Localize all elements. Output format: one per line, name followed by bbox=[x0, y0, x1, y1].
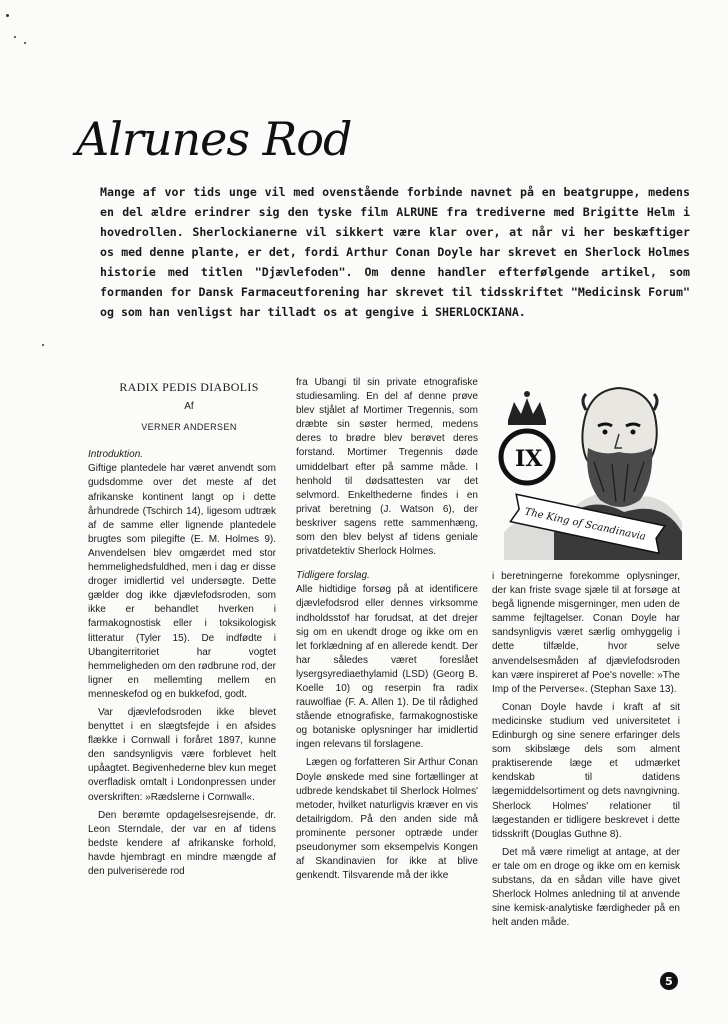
scan-speck bbox=[14, 36, 16, 38]
article-byline-af: Af bbox=[184, 401, 194, 413]
banner-text: The King of Scandinavia bbox=[523, 506, 647, 543]
section-heading-tidligere: Tidligere forslag. bbox=[296, 570, 370, 582]
paragraph: Var djævlefodsroden ikke blevet benyttet i en slægtsfejde i en afsides flække i Cornwall i foråret 1897, kunne den sandsynligvis være forblevet helt upåagtet. Begivenhederne blev kun meget overfladisk omtalt i Londonpressen under overskriften: »Rædslerne i Cornwall«. bbox=[88, 706, 276, 803]
monogram-text: IX bbox=[515, 446, 543, 472]
paragraph: Lægen og forfatteren Sir Arthur Conan Doyle ønskede med sine fortællinger at udbrede kendskabet til Sherlock Holmes' metoder, hvilket naturligvis kræver en vis detailrigdom. På den anden side må prominente personer optræde under pseudonymer som eksempelvis Kongen af Skandinavien for ikke at blive genkendt. Tilsvarende må der ikke bbox=[296, 757, 478, 882]
scan-speck bbox=[24, 42, 26, 44]
article-column-1 bbox=[88, 380, 276, 883]
article-author: VERNER ANDERSEN bbox=[141, 422, 237, 433]
scan-speck bbox=[6, 14, 9, 17]
king-face bbox=[582, 388, 657, 507]
intro-text bbox=[100, 182, 690, 322]
scan-speck bbox=[42, 344, 44, 346]
paragraph: Conan Doyle havde i kraft af sit medicinske studium ved universitetet i Edinburgh og sine senere erfaringer dels som skibslæge dels som alment praktiserende læge et udmærket kendskab til datidens lægemiddelsortiment og dets navngivning. Sherlock Holmes' relationer til lægestanden er tidligere beskrevet i dette tidsskrift (Douglas Guthne 8). bbox=[492, 701, 680, 840]
page-number-badge: 5 bbox=[660, 972, 678, 990]
crown-icon bbox=[508, 391, 546, 425]
article-column-3 bbox=[492, 570, 680, 934]
paragraph: Giftige plantedele har været anvendt som gudsdomme over det meste af det afrikanske kontinent langt op i dette århundrede (Tschirch 14), ligesom udtræk af de samme eller lignende plantedele brugtes som pilegifte (E. M. Holmes 9). Anvendelsen blev omgærdet med stor hemmelighedsfuldhed, men i dag er disse droger imidlertid vel undersøgte. Dette gælder dog ikke djævlefodsroden, som ikke er behandlet hverken i farmakognostisk eller i toksikologisk litteratur (Tyler 15). De indfødte i Ubangiterritoriet har vogtet hemmeligheden om den rødbrune rod, der ligner en mellemting mellem en menneskefod og en bukkefod, godt. bbox=[88, 463, 276, 700]
paragraph: Den berømte opdagelsesrejsende, dr. Leon Sterndale, der var en af tidens bedste kendere af afrikanske forhold, havde hjembragt en mindre mængde af den pulveriserede rod bbox=[88, 809, 276, 877]
king-portrait-illustration bbox=[494, 382, 684, 562]
paragraph: i beretningerne forekomme oplysninger, der kan friste svage sjæle til at forsøge at begå lignende misgerninger, men uden de samme fejltagelser. Conan Doyle har sandsynligvis været særlig omhyggelig i dette tilfælde, hvor selve anvendelsesmåden af djævlefodsroden kan være inspireret af Poe's novelle: »The Imp of the Perverse«. (Stephan Saxe 13). bbox=[492, 571, 680, 695]
section-heading-introduktion: Introduktion. bbox=[88, 449, 144, 461]
article-title: RADIX PEDIS DIABOLIS bbox=[119, 380, 259, 394]
king-portrait-svg bbox=[494, 382, 684, 562]
paragraph: fra Ubangi til sin private etnografiske studiesamling. En del af denne prøve blev stjålet af Mortimer Tregennis, som dræbte sin søster hermed, medens deres to brødre blev berøvet deres forstand. Mortimer Tregennis døde umiddelbart efter på samme måde. I henhold til dødsattesten var det selvmord. Enkelthederne findes i en privat beretning (J. Watson 6), der beskriver sagens rette sammenhæng, som den blev belyst af tidens geniale privatdetektiv Sherlock Holmes. bbox=[296, 377, 478, 558]
paragraph: Det må være rimeligt at antage, at der er tale om en droge og ikke om en kemisk substans, da en sådan ville have givet Sherlock Holmes anledning til at anvende sine kemisk-analytiske færdigheder på en helt anden måde. bbox=[492, 846, 680, 929]
article-column-2 bbox=[296, 376, 478, 887]
page-title: Alrunes Rod bbox=[76, 112, 352, 166]
intro-paragraph: Mange af vor tids unge vil med ovenstående forbinde navnet på en beatgruppe, medens en del ældre erindrer sig den tyske film ALRUNE fra trediverne med Brigitte Helm i hovedrollen. Sherlockianerne vil sikkert være klar over, at når vi her beskæftiger os med denne plante, er det, fordi Arthur Conan Doyle har skrevet en Sherlock Holmes historie med titlen "Djævlefoden". Om denne handler efterfølgende artikel, som formanden for Dansk Farmaceutforening har skrevet til tidsskriftet "Medicinsk Forum" og som han venligst har tilladt os at gengive i SHERLOCKIANA. bbox=[100, 185, 690, 319]
paragraph: Alle hidtidige forsøg på at identificere djævlefodsrod eller dennes virksomme indholdsstof har forudsat, at det drejer sig om en ukendt droge og ikke om en let forklædning af en allerede kendt. Der har således været foreslået lysergsyrediaethylamid (LSD) (Georg B. Koelle 10) og reserpin fra radix rauwolfiae (F. A. Allen 1). De til rådighed stående etnografiske, farmakognostiske og botaniske oplysninger har imidlertid ingen relevans til forslagene. bbox=[296, 584, 478, 751]
